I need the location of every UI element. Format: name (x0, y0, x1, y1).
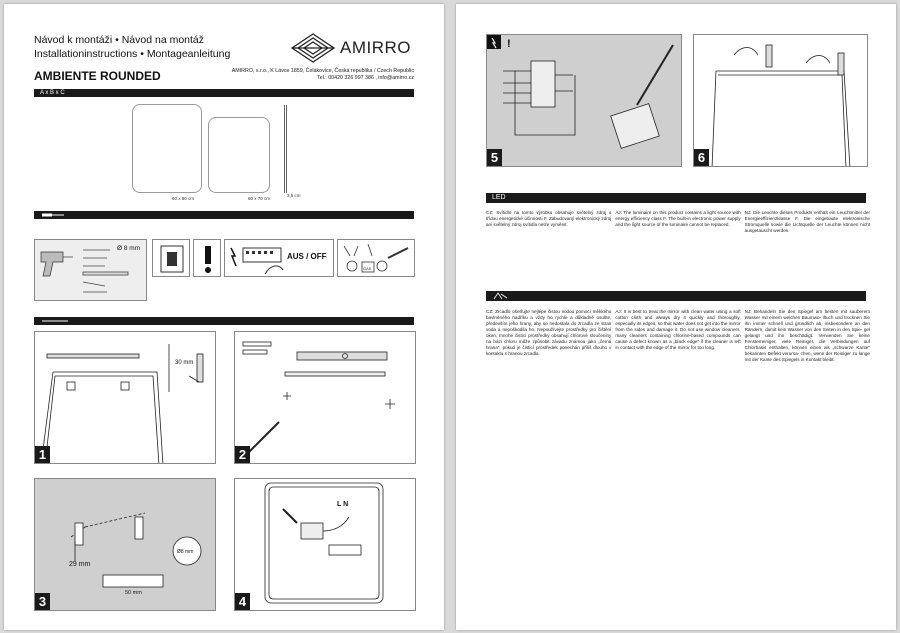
pencil-icon (40, 317, 70, 325)
step-1-measure: 30 mm (175, 360, 194, 366)
power-off-panel (224, 239, 334, 277)
dimensions-bar: A x B x C (34, 89, 414, 97)
led-text-aj: AJ: The luminaire on this product contains a light source with energy efficiency class F. The built-in electronic power supply and the light source of the luminaire cannot be replaced. (615, 210, 741, 227)
step-1-panel (34, 331, 216, 464)
mirror-60x70-label: 60 x 70 cm (248, 196, 271, 201)
install-bar (34, 317, 414, 325)
drill-size-label: Ø 8 mm (117, 245, 141, 252)
amirro-logo (290, 32, 411, 64)
care-text-nj: NJ: Behandeln Sie den Spiegel am besten mit sauberem Wasser mit einem weichen Baumwo- lltuch und trocknen Sie ihn immer schnell und gründlich ab, insbesondere an den Rändern, damit kein Wasser von den Seiten in den Spie- gel gelangt und ihn beschädigt. Verwenden Sie keine Fensterreiniger, viele Reiniger, die Verbindungen auf Chlorbasis enthalten, können einen als „schwarze Kante" bekannten Defekt verursa- chen, wenn der Reiniger zu lange mit der Kante des Spiegels in Kontakt bleibt. (744, 309, 870, 362)
step-5-illustration (487, 35, 682, 167)
step-3-drill-size: Ø8 mm (177, 549, 194, 555)
tools-bar (34, 211, 414, 219)
step-6-number: 6 (694, 149, 709, 166)
step-1-illustration (35, 332, 216, 464)
no-cables-panel (337, 239, 415, 277)
company-info (232, 68, 414, 82)
mirror-60x80-outline (132, 104, 202, 193)
cable-detector-icon (338, 240, 415, 277)
step-4-panel (234, 478, 416, 611)
logo-diamond-icon (290, 32, 336, 64)
step-3-measure-bottom: 50 mm (125, 590, 142, 596)
step-3-panel (34, 478, 216, 611)
aus-off-label: AUS / OFF (287, 252, 327, 261)
exclamation-icon (194, 240, 221, 277)
step-4-wire-labels: L N (337, 501, 349, 508)
product-title: AMBIENTE ROUNDED (34, 69, 161, 83)
wall-socket-icon (153, 240, 190, 277)
led-text-columns (486, 210, 870, 234)
company-contact: Tel.: 00420 326 997 386 , info@amirro.cz (317, 75, 414, 81)
step-5-number: 5 (487, 149, 502, 166)
step-4-number: 4 (235, 593, 250, 610)
language-line-1: Návod k montáži • Návod na montáž (34, 34, 205, 46)
led-text-cz: CZ: Svítidlo na tomto výrobku obsahuje světelný zdroj s třídou energetické účinnosti F. Zabudovaný elektronický zdroj ani světelný zdroj svítidla nelze vyměnit. (486, 210, 612, 227)
care-text-aj: AJ: It is best to treat the mirror with clean water using a soft cotton cloth and always dry it quickly and thoroughly, especially its edges, so that water does not get into the mirror from the sides and damage it. Do not use window cleaners, many cleaners containing chlorine-based compounds can cause a defect known as a „black edge" if the cleaner is left in contact with the edge of the mirror for too long. (615, 309, 741, 350)
warning-panel (193, 239, 221, 277)
led-bar: LED (486, 193, 866, 203)
cleaning-cloth-icon (492, 291, 510, 301)
company-address: AMIRRO, s.r.o., K Lávce 1859, Čelákovice, Česká republika / Czech Republic (231, 68, 414, 74)
level-tool-panel (152, 239, 190, 277)
mirror-60x70-outline (208, 117, 270, 193)
tools-panel (34, 239, 147, 301)
step-6-panel (693, 34, 868, 167)
step-2-illustration (235, 332, 416, 464)
care-text-columns (486, 309, 870, 363)
step-2-number: 2 (235, 446, 250, 463)
right-page (456, 4, 896, 630)
screwdriver-icon (40, 211, 66, 219)
step-1-number: 1 (35, 446, 50, 463)
step-4-illustration (235, 479, 416, 611)
care-bar (486, 291, 866, 301)
step-5-panel (486, 34, 682, 167)
step-3-number: 3 (35, 593, 50, 610)
left-page (4, 4, 444, 630)
step-3-measure-left: 29 mm (69, 561, 91, 568)
svg-text:!: ! (507, 38, 511, 50)
language-line-2: Installationinstructions • Montageanleitung (34, 48, 231, 60)
led-text-nj: NJ: Die Leuchte dieses Produkts enthält ein Leuchtmittel der Energieeffizienzklasse F. Die eingebaute elektronische Stromquelle sowie die Lichtquelle der Leuchte können nicht ausgetauscht werden. (744, 210, 870, 233)
mirror-thickness-outline (284, 105, 287, 193)
care-text-cz: CZ: Zrcadlo ošetřujte nejlépe čistou vodou pomocí měkkého bavlněného hadříku a vždy ho rychle a důkladně osušte, především jeho hrany, aby se nedostala do zrcadla ze stran voda a nepoškodila ho. Nepoužívejte prostředky pro čištění oken, mnohé čisticí prostředky obsahují chlorové sloučeniny na bázi chloru může způsobit závadu známou jako „černá hrana", pokud je čisticí prostředek ponechán příliš dlouho v kontaktu s hranou zrcadla. (486, 309, 612, 356)
step-2-panel (234, 331, 416, 464)
thickness-label: 3,5 cm (287, 193, 301, 198)
mirror-60x80-label: 60 x 80 cm (172, 196, 195, 201)
logo-text: AMIRRO (340, 38, 411, 57)
step-6-illustration (694, 35, 868, 167)
gas-label: GAS (363, 266, 372, 271)
